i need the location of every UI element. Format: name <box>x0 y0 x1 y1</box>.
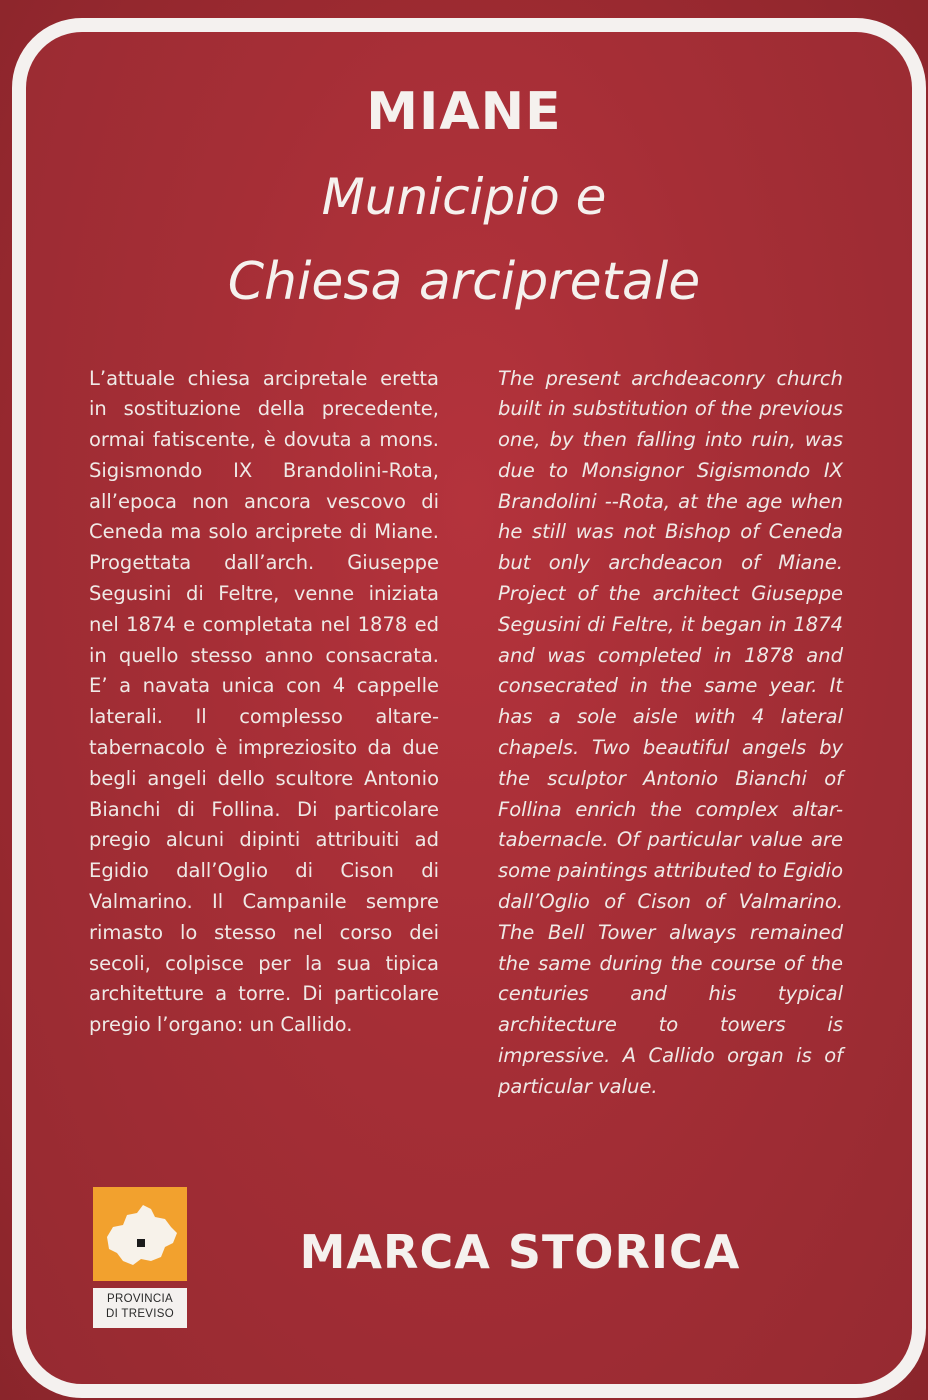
footer-title: MARCA STORICA <box>299 1225 741 1279</box>
sign-subtitle-line1: Municipio e <box>321 168 607 226</box>
sign-title: MIANE <box>366 82 562 142</box>
english-text: The present archdeaconry church built in substitution of the previous one, by then falling into ruin, was due to Monsignor Sigismondo IX Brandolini --Rota, at the age when he still was not Bishop of Ceneda but only archdeacon of Miane. Project of the architect Giuseppe Segusini di Feltre, it began in 1874 and was completed in 1878 and consecrated in the same year. It has a sole aisle with 4 lateral chapels. Two beautiful angels by the sculptor Antonio Bianchi of Follina enrich the complex altar-tabernacle. Of particular value are some paintings attributed to Egidio dall’Oglio of Cison of Valmarino. The Bell Tower always remained the same during the course of the centuries and his typical architecture to towers is impressive. A Callido organ is of particular value. <box>498 366 843 1098</box>
province-map-icon <box>93 1187 187 1281</box>
province-label <box>93 1288 187 1328</box>
sign-subtitle-line2: Chiesa arcipretale <box>227 252 701 312</box>
province-label-line2: DI TREVISO <box>106 1308 174 1320</box>
italian-text: L’attuale chiesa arcipretale eretta in sostituzione della precedente, ormai fatiscente, è dovuta a mons. Sigismondo IX Brandolini-Rota, all’epoca non ancora vescovo di Ceneda ma solo arciprete di Miane. Progettata dall’arch. Giuseppe Segusini di Feltre, venne iniziata nel 1874 e completata nel 1878 ed in quello stesso anno consacrata. E’ a navata unica con 4 cappelle laterali. Il complesso altare-tabernacolo è impreziosito da due begli angeli dello scultore Antonio Bianchi di Follina. Di particolare pregio alcuni dipinti attribuiti ad Egidio dall’Oglio di Cison di Valmarino. Il Campanile sempre rimasto lo stesso nel corso dei secoli, colpisce per la sua tipica architetture a torre. Di particolare pregio l’organo: un Callido. <box>89 366 439 1037</box>
province-label-line1: PROVINCIA <box>107 1293 173 1305</box>
